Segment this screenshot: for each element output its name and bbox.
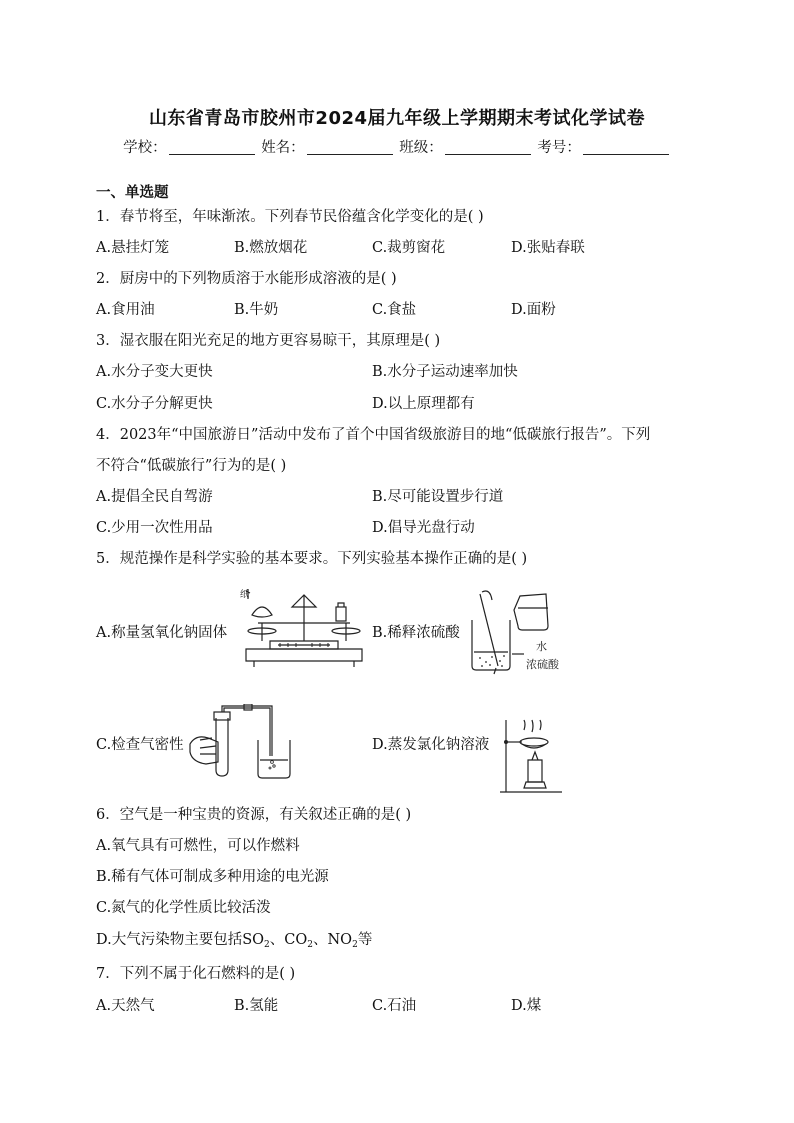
so2-subscript: 2 <box>264 940 270 950</box>
q3-option-a: A.水分子变大更快 <box>96 364 213 380</box>
q7-option-c: C.石油 <box>372 998 417 1014</box>
name-label: 姓名： <box>261 140 305 156</box>
balance-figure <box>240 585 368 671</box>
evaporation-figure <box>498 716 568 796</box>
q1-option-d: D.张贴春联 <box>511 240 585 256</box>
q4-option-d: D.倡导光盘行动 <box>372 520 475 536</box>
q6-option-c: C.氮气的化学性质比较活泼 <box>96 900 271 916</box>
q4-option-c: C.少用一次性用品 <box>96 520 213 536</box>
class-blank[interactable] <box>445 140 531 155</box>
q6-option-d-prefix: D.大气污染物主要包括SO <box>96 932 265 948</box>
section-heading: 一、单选题 <box>96 185 169 201</box>
q6-option-d-no: 、NO <box>313 932 353 948</box>
q6-option-a: A.氧气具有可燃性，可以作燃料 <box>96 838 300 854</box>
question-4-stem-cont: 不符合“低碳旅行”行为的是( ) <box>96 458 287 474</box>
q6-option-d-co: 、CO <box>269 932 308 948</box>
exam-title: 山东省青岛市胶州市2024届九年级上学期期末考试化学试卷 <box>148 108 646 129</box>
school-blank[interactable] <box>169 140 255 155</box>
question-4-stem: 4．2023年“中国旅游日”活动中发布了首个中国省级旅游目的地“低碳旅行报告”。下列 <box>96 427 651 443</box>
no2-subscript: 2 <box>352 940 358 950</box>
exam-no-blank[interactable] <box>583 140 669 155</box>
question-3-stem: 3．湿衣服在阳光充足的地方更容易晾干，其原理是( ) <box>96 333 441 349</box>
q7-option-a: A.天然气 <box>96 998 155 1014</box>
question-6-stem: 6．空气是一种宝贵的资源，有关叙述正确的是( ) <box>96 807 412 823</box>
q3-option-c: C.水分子分解更快 <box>96 396 213 412</box>
question-7-stem: 7．下列不属于化石燃料的是( ) <box>96 966 296 982</box>
q5-option-d: D.蒸发氯化钠溶液 <box>372 737 490 753</box>
dilution-figure <box>462 590 572 680</box>
name-blank[interactable] <box>307 140 393 155</box>
q5-option-a: A.称量氢氧化钠固体 <box>96 625 228 641</box>
q1-option-c: C.裁剪窗花 <box>372 240 446 256</box>
q1-option-a: A.悬挂灯笼 <box>96 240 170 256</box>
q4-option-b: B.尽可能设置步行道 <box>372 489 504 505</box>
class-label: 班级： <box>399 140 443 156</box>
q2-option-b: B.牛奶 <box>234 302 279 318</box>
q6-option-d <box>96 928 372 950</box>
acid-label: 浓硫酸 <box>526 658 559 671</box>
question-1-stem: 1．春节将至，年味渐浓。下列春节民俗蕴含化学变化的是( ) <box>96 209 484 225</box>
q1-option-b: B.燃放烟花 <box>234 240 308 256</box>
q5-option-c: C.检查气密性 <box>96 737 184 753</box>
question-2-stem: 2．厨房中的下列物质溶于水能形成溶液的是( ) <box>96 271 397 287</box>
q5-option-b: B.稀释浓硫酸 <box>372 625 460 641</box>
q4-option-a: A.提倡全民自驾游 <box>96 489 213 505</box>
co2-subscript: 2 <box>307 940 313 950</box>
school-label: 学校： <box>123 140 167 156</box>
q6-option-d-suffix: 等 <box>357 932 373 948</box>
paper-label: 纸 <box>240 590 250 600</box>
q2-option-a: A.食用油 <box>96 302 155 318</box>
q6-option-b: B.稀有气体可制成多种用途的电光源 <box>96 869 329 885</box>
water-label: 水 <box>536 640 547 653</box>
question-5-stem: 5．规范操作是科学实验的基本要求。下列实验基本操作正确的是( ) <box>96 551 528 567</box>
q7-option-d: D.煤 <box>511 998 542 1014</box>
student-info-line <box>0 136 794 157</box>
q3-option-b: B.水分子运动速率加快 <box>372 364 518 380</box>
airtight-figure <box>186 704 294 780</box>
q7-option-b: B.氢能 <box>234 998 279 1014</box>
exam-no-label: 考号： <box>537 140 581 156</box>
q3-option-d: D.以上原理都有 <box>372 396 475 412</box>
q2-option-d: D.面粉 <box>511 302 556 318</box>
q2-option-c: C.食盐 <box>372 302 417 318</box>
